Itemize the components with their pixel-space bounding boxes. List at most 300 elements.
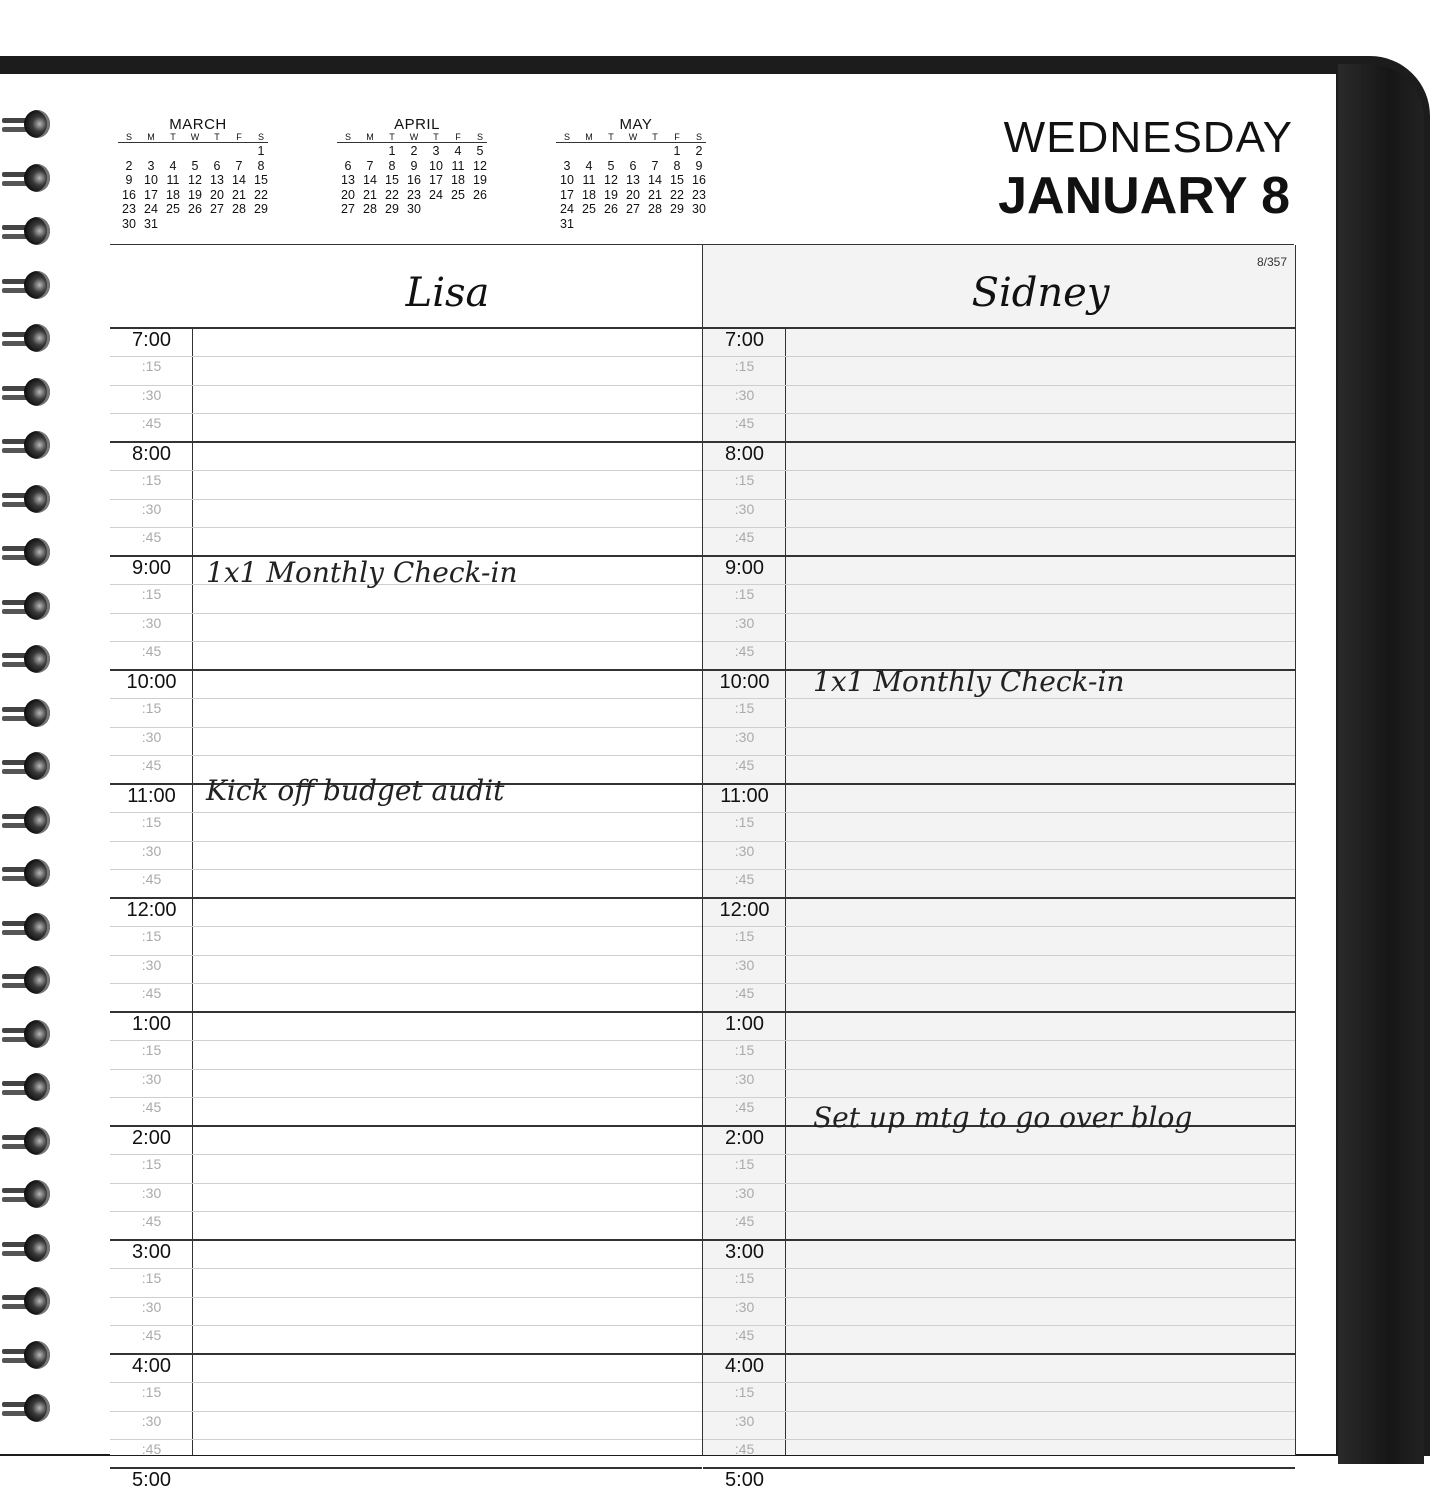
time-label: 12:00 <box>719 899 770 921</box>
time-slot[interactable] <box>110 841 702 869</box>
mini-calendar-day: 1 <box>673 144 681 158</box>
time-label: 3:00 <box>132 1241 171 1263</box>
mini-calendar-day: 5 <box>476 144 484 158</box>
weekday-letter: S <box>476 132 483 142</box>
time-label: :45 <box>141 1212 162 1229</box>
mini-calendar-day: 29 <box>385 202 399 216</box>
time-slot[interactable] <box>703 613 1295 641</box>
mini-calendar-day: 15 <box>254 173 268 187</box>
time-label: :15 <box>734 1156 755 1173</box>
time-slot[interactable] <box>703 327 1295 356</box>
mini-calendar-day: 26 <box>473 187 487 202</box>
mini-calendar-days <box>118 144 268 231</box>
mini-calendar-day: 5 <box>191 158 199 173</box>
time-label: 5:00 <box>132 1469 171 1491</box>
weekday-letter: T <box>608 132 614 142</box>
mini-calendar-day: 18 <box>166 187 180 202</box>
time-slot[interactable] <box>703 1325 1295 1353</box>
time-label: :15 <box>734 358 755 375</box>
mini-calendar-day: 23 <box>122 202 136 216</box>
time-slot[interactable] <box>110 327 702 356</box>
time-label: :30 <box>141 956 162 973</box>
spiral-coil <box>2 485 52 515</box>
time-slot[interactable] <box>110 727 702 755</box>
handwritten-entry: Kick off budget audit <box>206 774 505 808</box>
time-label: :15 <box>734 700 755 717</box>
mini-calendar-day: 22 <box>254 187 268 202</box>
time-label: 10:00 <box>719 671 770 693</box>
time-label: :15 <box>141 700 162 717</box>
time-label: :30 <box>734 842 755 859</box>
time-slot[interactable] <box>703 727 1295 755</box>
time-slot[interactable] <box>110 869 702 897</box>
weekday-title: WEDNESDAY <box>1003 113 1293 162</box>
mini-calendar-day: 19 <box>604 187 618 202</box>
mini-calendar-weekdays <box>556 132 706 143</box>
time-label: :30 <box>141 1412 162 1429</box>
time-label: :30 <box>141 842 162 859</box>
mini-calendar-day: 31 <box>144 216 158 231</box>
mini-calendar-day: 24 <box>560 202 574 216</box>
mini-calendar-day: 19 <box>188 187 202 202</box>
time-slot[interactable] <box>703 1268 1295 1296</box>
time-slot[interactable] <box>110 812 702 840</box>
mini-calendar-day: 28 <box>648 202 662 216</box>
time-label: :30 <box>141 1184 162 1201</box>
mini-calendar-day: 4 <box>585 158 593 173</box>
time-label: :15 <box>141 1156 162 1173</box>
mini-calendar-day: 12 <box>473 158 487 173</box>
spiral-coil <box>2 164 52 194</box>
time-slot[interactable] <box>703 385 1295 413</box>
time-slot[interactable] <box>703 1411 1295 1439</box>
time-slot[interactable] <box>110 499 702 527</box>
spiral-coil <box>2 1287 52 1317</box>
spiral-coil <box>2 110 52 140</box>
mini-calendar-weekdays <box>337 132 487 143</box>
spiral-coil <box>2 1020 52 1050</box>
time-label: :30 <box>734 500 755 517</box>
time-label: :45 <box>734 984 755 1001</box>
weekday-letter: W <box>409 132 419 142</box>
mini-calendar-day <box>578 144 600 159</box>
weekday-letter: F <box>455 132 461 142</box>
time-slots <box>110 327 702 1496</box>
mini-calendar-day: 14 <box>232 173 246 187</box>
time-label: :45 <box>141 984 162 1001</box>
time-label: :30 <box>141 1070 162 1087</box>
time-label: 11:00 <box>127 785 176 807</box>
time-slot[interactable] <box>110 1268 702 1296</box>
time-slot[interactable] <box>703 1211 1295 1239</box>
time-label: :45 <box>141 756 162 773</box>
time-slot[interactable] <box>703 1439 1295 1467</box>
column-header-name: Sidney <box>971 270 1110 316</box>
time-label: :15 <box>734 928 755 945</box>
time-slot[interactable] <box>110 1125 702 1154</box>
weekday-letter: M <box>585 132 593 142</box>
mini-calendar-day: 20 <box>626 187 640 202</box>
time-label: 2:00 <box>725 1127 764 1149</box>
mini-calendar-day: 17 <box>144 187 158 202</box>
mini-calendar-day: 29 <box>670 202 684 216</box>
mini-calendar-day: 3 <box>563 158 571 173</box>
mini-calendar-day: 18 <box>451 173 465 187</box>
time-slot[interactable] <box>110 698 702 726</box>
weekday-letter: T <box>170 132 176 142</box>
mini-calendar-day: 18 <box>582 187 596 202</box>
time-slot[interactable] <box>703 1069 1295 1097</box>
time-slot[interactable] <box>110 641 702 669</box>
time-label: :45 <box>141 870 162 887</box>
schedule-grid <box>110 244 1294 1491</box>
time-slot[interactable] <box>110 897 702 926</box>
mini-calendar-day: 17 <box>560 187 574 202</box>
mini-calendar-day: 23 <box>692 187 706 202</box>
time-slot[interactable] <box>703 1382 1295 1410</box>
mini-calendar-day: 26 <box>604 202 618 216</box>
mini-calendar-day: 10 <box>144 173 158 187</box>
mini-calendar-day: 13 <box>341 173 355 187</box>
mini-calendar-day: 20 <box>341 187 355 202</box>
mini-calendar-march <box>118 116 268 231</box>
time-label: 1:00 <box>132 1013 171 1035</box>
planner-cover-edge <box>1338 64 1424 1464</box>
mini-calendar-day: 28 <box>232 202 246 216</box>
time-label: :45 <box>734 1440 755 1457</box>
time-slot[interactable] <box>110 926 702 954</box>
time-slot[interactable] <box>703 470 1295 498</box>
time-slot[interactable] <box>703 441 1295 470</box>
mini-calendar-day: 2 <box>695 144 703 158</box>
time-slot[interactable] <box>703 413 1295 441</box>
time-slot[interactable] <box>703 1467 1295 1496</box>
time-slot[interactable] <box>110 1467 702 1496</box>
time-label: :45 <box>734 870 755 887</box>
time-slot[interactable] <box>110 1211 702 1239</box>
mini-calendar-day: 4 <box>169 158 177 173</box>
mini-calendar-day: 10 <box>429 158 443 173</box>
time-slot[interactable] <box>703 499 1295 527</box>
time-slot[interactable] <box>703 1297 1295 1325</box>
weekday-letter: T <box>652 132 658 142</box>
time-label: :30 <box>734 1184 755 1201</box>
time-label: 11:00 <box>720 785 769 807</box>
schedule-column-sidney <box>702 245 1296 1491</box>
time-label: :15 <box>141 1042 162 1059</box>
time-slot[interactable] <box>110 385 702 413</box>
spiral-coil <box>2 859 52 889</box>
spiral-coil <box>2 752 52 782</box>
mini-calendar-day: 22 <box>385 187 399 202</box>
mini-calendar-day: 26 <box>188 202 202 216</box>
time-slot[interactable] <box>703 1154 1295 1182</box>
time-slot[interactable] <box>110 1183 702 1211</box>
time-label: :45 <box>734 1098 755 1115</box>
mini-calendar-day <box>228 144 250 159</box>
weekday-letter: S <box>344 132 351 142</box>
time-label: :15 <box>734 1270 755 1287</box>
mini-calendar-day: 25 <box>582 202 596 216</box>
time-label: :45 <box>734 642 755 659</box>
time-label: :45 <box>734 414 755 431</box>
weekday-letter: S <box>563 132 570 142</box>
spiral-coil <box>2 1127 52 1157</box>
mini-calendar-day: 21 <box>648 187 662 202</box>
time-slot[interactable] <box>703 983 1295 1011</box>
time-label: 7:00 <box>132 329 171 351</box>
time-slot[interactable] <box>110 413 702 441</box>
time-label: 3:00 <box>725 1241 764 1263</box>
time-slot[interactable] <box>703 1183 1295 1211</box>
handwritten-entry: 1x1 Monthly Check-in <box>813 665 1125 699</box>
mini-calendar-day: 8 <box>673 158 681 173</box>
mini-calendar-day <box>644 144 666 159</box>
time-slot[interactable] <box>703 698 1295 726</box>
time-slot[interactable] <box>703 955 1295 983</box>
mini-calendar-day: 15 <box>670 173 684 187</box>
time-slot[interactable] <box>110 1439 702 1467</box>
mini-calendar-day: 24 <box>144 202 158 216</box>
mini-calendar-day: 10 <box>560 173 574 187</box>
mini-calendar-day: 15 <box>385 173 399 187</box>
time-label: :45 <box>141 414 162 431</box>
time-label: :30 <box>734 1412 755 1429</box>
mini-calendar-day: 23 <box>407 187 421 202</box>
weekday-letter: S <box>125 132 132 142</box>
spiral-coil <box>2 592 52 622</box>
time-label: 2:00 <box>132 1127 171 1149</box>
mini-calendar-day <box>359 144 381 159</box>
mini-calendar-day: 7 <box>651 158 659 173</box>
time-label: 8:00 <box>132 443 171 465</box>
mini-calendar-day: 22 <box>670 187 684 202</box>
time-label: :30 <box>734 728 755 745</box>
time-label: 1:00 <box>725 1013 764 1035</box>
weekday-letter: M <box>366 132 374 142</box>
time-label: 4:00 <box>132 1355 171 1377</box>
weekday-letter: T <box>214 132 220 142</box>
time-slot[interactable] <box>703 926 1295 954</box>
spiral-coil <box>2 699 52 729</box>
time-slot[interactable] <box>110 1239 702 1268</box>
time-label: :30 <box>734 614 755 631</box>
time-slot[interactable] <box>703 783 1295 812</box>
time-slot[interactable] <box>703 1011 1295 1040</box>
time-slot[interactable] <box>110 1097 702 1125</box>
spiral-coil <box>2 1394 52 1424</box>
mini-calendar-day: 17 <box>429 173 443 187</box>
time-slot[interactable] <box>110 1011 702 1040</box>
date-title: JANUARY 8 <box>998 167 1290 225</box>
time-slot[interactable] <box>110 470 702 498</box>
mini-calendar-day: 31 <box>560 216 574 231</box>
mini-calendar-day: 25 <box>451 187 465 202</box>
mini-calendar-day: 25 <box>166 202 180 216</box>
time-label: 4:00 <box>725 1355 764 1377</box>
time-slot[interactable] <box>110 613 702 641</box>
mini-calendar-day: 30 <box>407 202 421 216</box>
time-label: :45 <box>141 1326 162 1343</box>
time-slot[interactable] <box>703 584 1295 612</box>
time-label: :15 <box>141 358 162 375</box>
mini-calendar-day: 6 <box>344 158 352 173</box>
mini-calendar-day: 3 <box>147 158 155 173</box>
time-slot[interactable] <box>703 555 1295 584</box>
time-label: :30 <box>141 1298 162 1315</box>
time-slot[interactable] <box>110 527 702 555</box>
handwritten-entry: 1x1 Monthly Check-in <box>206 556 518 590</box>
mini-calendar-day: 11 <box>582 173 596 187</box>
spiral-coil <box>2 1180 52 1210</box>
mini-calendar-day: 24 <box>429 187 443 202</box>
time-slot[interactable] <box>110 1382 702 1410</box>
time-slot[interactable] <box>110 955 702 983</box>
mini-calendar-day <box>600 144 622 159</box>
mini-calendar-day <box>337 144 359 159</box>
mini-calendar-day: 11 <box>166 173 180 187</box>
mini-calendar-day <box>184 144 206 159</box>
mini-calendar-day: 2 <box>410 144 418 158</box>
time-slot[interactable] <box>110 1353 702 1382</box>
time-label: :45 <box>734 1326 755 1343</box>
spiral-coil <box>2 538 52 568</box>
mini-calendar-days <box>337 144 487 217</box>
time-slot[interactable] <box>703 1239 1295 1268</box>
mini-calendar-days <box>556 144 706 231</box>
weekday-letter: T <box>389 132 395 142</box>
mini-calendar-day: 30 <box>122 216 136 231</box>
time-label: :30 <box>734 956 755 973</box>
spiral-coil <box>2 431 52 461</box>
schedule-column-lisa <box>110 245 702 1491</box>
time-slot[interactable] <box>703 812 1295 840</box>
time-slot[interactable] <box>703 755 1295 783</box>
time-slot[interactable] <box>110 983 702 1011</box>
spiral-coil <box>2 806 52 836</box>
time-slot[interactable] <box>110 1040 702 1068</box>
mini-calendar-day: 9 <box>125 173 133 187</box>
spiral-coil <box>2 913 52 943</box>
mini-calendar-day: 4 <box>454 144 462 158</box>
time-slot[interactable] <box>703 1353 1295 1382</box>
mini-calendar-day: 8 <box>388 158 396 173</box>
weekday-letter: S <box>695 132 702 142</box>
mini-calendar-day: 12 <box>604 173 618 187</box>
time-label: :30 <box>734 386 755 403</box>
mini-calendar-day: 9 <box>410 158 418 173</box>
mini-calendar-month: MARCH <box>169 116 227 133</box>
mini-calendar-day: 7 <box>366 158 374 173</box>
spiral-coil <box>2 1341 52 1371</box>
mini-calendar-day <box>556 144 578 159</box>
time-slot[interactable] <box>110 669 702 698</box>
mini-calendar-month: MAY <box>619 116 653 133</box>
mini-calendar-april <box>337 116 487 217</box>
weekday-letter: M <box>147 132 155 142</box>
time-label: :45 <box>141 528 162 545</box>
time-label: :15 <box>734 814 755 831</box>
time-slot[interactable] <box>110 1411 702 1439</box>
mini-calendar-day: 29 <box>254 202 268 216</box>
time-label: 5:00 <box>725 1469 764 1491</box>
time-slot[interactable] <box>703 356 1295 384</box>
mini-calendar-may <box>556 116 706 231</box>
time-label: 10:00 <box>126 671 177 693</box>
mini-calendar-day: 1 <box>257 144 265 158</box>
mini-calendar-day: 6 <box>213 158 221 173</box>
time-label: :45 <box>141 642 162 659</box>
time-slot[interactable] <box>703 897 1295 926</box>
time-slot[interactable] <box>703 1040 1295 1068</box>
time-label: :30 <box>141 728 162 745</box>
mini-calendar-day: 8 <box>257 158 265 173</box>
time-slot[interactable] <box>110 1069 702 1097</box>
mini-calendar-day: 6 <box>629 158 637 173</box>
mini-calendar-day <box>162 144 184 159</box>
time-label: :15 <box>141 928 162 945</box>
mini-calendar-day: 14 <box>648 173 662 187</box>
mini-calendar-day: 16 <box>122 187 136 202</box>
mini-calendar-day: 1 <box>388 144 396 158</box>
spiral-coil <box>2 271 52 301</box>
spiral-coil <box>2 1234 52 1264</box>
time-label: 7:00 <box>725 329 764 351</box>
time-label: :30 <box>734 1298 755 1315</box>
mini-calendar-day: 5 <box>607 158 615 173</box>
time-slot[interactable] <box>110 356 702 384</box>
mini-calendar-day: 28 <box>363 202 377 216</box>
time-slot[interactable] <box>703 527 1295 555</box>
time-slot[interactable] <box>110 1154 702 1182</box>
spiral-coil <box>2 217 52 247</box>
time-slot[interactable] <box>703 869 1295 897</box>
time-slots <box>703 327 1295 1496</box>
time-label: :45 <box>734 528 755 545</box>
time-slot[interactable] <box>110 441 702 470</box>
mini-calendar-day: 16 <box>692 173 706 187</box>
time-label: 12:00 <box>126 899 177 921</box>
mini-calendar-day <box>206 144 228 159</box>
mini-calendar-day: 27 <box>210 202 224 216</box>
time-label: 9:00 <box>725 557 764 579</box>
mini-calendar-day: 16 <box>407 173 421 187</box>
time-label: :15 <box>141 814 162 831</box>
mini-calendar-day: 12 <box>188 173 202 187</box>
time-slot[interactable] <box>110 1297 702 1325</box>
time-label: :30 <box>141 500 162 517</box>
time-slot[interactable] <box>703 841 1295 869</box>
time-label: :45 <box>141 1440 162 1457</box>
mini-calendar-day: 3 <box>432 144 440 158</box>
time-label: 9:00 <box>132 557 171 579</box>
time-label: :15 <box>734 472 755 489</box>
weekday-letter: F <box>674 132 680 142</box>
mini-calendar-day <box>622 144 644 159</box>
page-number: 8/357 <box>1256 255 1287 269</box>
mini-calendar-day: 14 <box>363 173 377 187</box>
weekday-letter: F <box>236 132 242 142</box>
weekday-letter: T <box>433 132 439 142</box>
time-slot[interactable] <box>110 1325 702 1353</box>
mini-calendar-day <box>118 144 140 159</box>
mini-calendar-day: 20 <box>210 187 224 202</box>
spiral-coil <box>2 1073 52 1103</box>
mini-calendar-day: 27 <box>626 202 640 216</box>
time-label: :15 <box>141 1384 162 1401</box>
column-header-name: Lisa <box>405 270 490 316</box>
mini-calendar-day: 30 <box>692 202 706 216</box>
